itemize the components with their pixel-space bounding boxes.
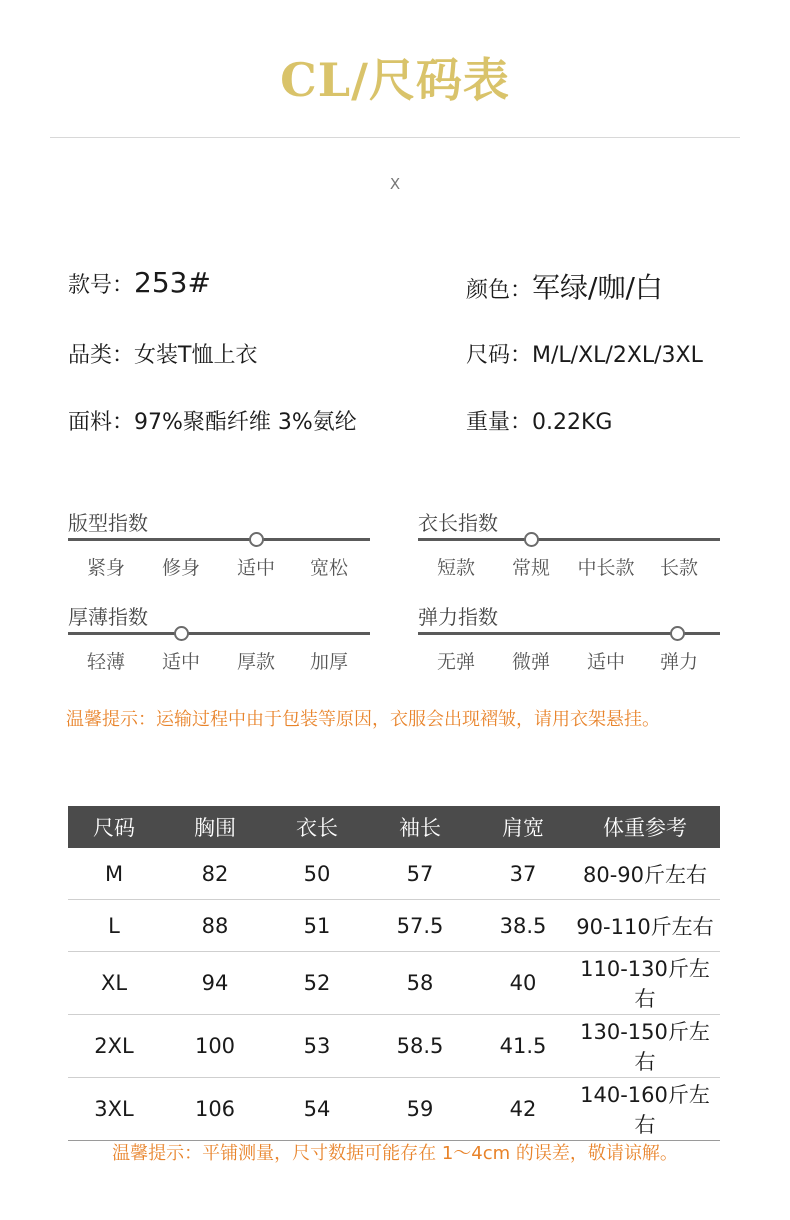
fit-index-track (68, 538, 370, 541)
fit-index-title: 版型指数 (68, 511, 148, 535)
table-cell: 57 (364, 848, 476, 900)
table-row (68, 848, 720, 900)
elasticity-option: 微弹 (511, 651, 551, 673)
table-cell: 106 (160, 1078, 270, 1141)
table-cell: 37 (476, 848, 570, 900)
table-cell: 90-110斤左右 (570, 900, 720, 952)
size-label: 尺码： (466, 343, 533, 368)
table-cell: L (68, 900, 160, 952)
length-index-track (418, 538, 720, 541)
table-cell: 140-160斤左右 (570, 1078, 720, 1141)
table-cell: 42 (476, 1078, 570, 1141)
table-cell: M (68, 848, 160, 900)
x-mark: X (389, 175, 401, 193)
category-label: 品类： (68, 343, 135, 368)
table-cell: 50 (270, 848, 364, 900)
table-cell: 41.5 (476, 1015, 570, 1078)
elasticity-index-track (418, 632, 720, 635)
thickness-index-knob (174, 626, 189, 641)
weight-label: 重量： (466, 410, 533, 435)
thickness-option: 加厚 (309, 651, 349, 673)
size-value: M/L/XL/2XL/3XL (532, 343, 703, 368)
category-info (68, 338, 257, 369)
fit-option: 宽松 (309, 557, 349, 579)
weight-value: 0.22KG (532, 410, 613, 435)
table-cell: 100 (160, 1015, 270, 1078)
table-cell: 2XL (68, 1015, 160, 1078)
length-index-knob (524, 532, 539, 547)
style-number-value: 253# (134, 266, 211, 299)
elasticity-option: 无弹 (436, 651, 476, 673)
category-value: 女装T恤上衣 (134, 343, 258, 368)
table-row (68, 1015, 720, 1078)
color-info (466, 266, 663, 306)
thickness-option: 轻薄 (86, 651, 126, 673)
fit-option: 修身 (161, 557, 201, 579)
table-cell: 38.5 (476, 900, 570, 952)
length-option: 长款 (659, 557, 699, 579)
table-header-cell: 尺码 (68, 806, 160, 848)
style-number (68, 266, 211, 299)
elasticity-index-title: 弹力指数 (418, 605, 498, 629)
table-cell: 80-90斤左右 (570, 848, 720, 900)
table-header-cell: 胸围 (160, 806, 270, 848)
table-cell: 54 (270, 1078, 364, 1141)
table-cell: 94 (160, 952, 270, 1015)
elasticity-option: 适中 (586, 651, 626, 673)
size-info (466, 338, 703, 369)
fit-option: 适中 (236, 557, 276, 579)
table-header-cell: 体重参考 (570, 806, 720, 848)
thickness-index-track (68, 632, 370, 635)
table-cell: 110-130斤左右 (570, 952, 720, 1015)
table-cell: 3XL (68, 1078, 160, 1141)
style-number-label: 款号： (68, 273, 135, 298)
shipping-tip: 温馨提示：运输过程中由于包装等原因，衣服会出现褶皱，请用衣架悬挂。 (66, 709, 660, 730)
table-cell: 57.5 (364, 900, 476, 952)
table-header-cell: 衣长 (270, 806, 364, 848)
table-cell: 52 (270, 952, 364, 1015)
table-row (68, 1078, 720, 1141)
table-cell: 51 (270, 900, 364, 952)
title-divider (50, 137, 740, 138)
table-cell: XL (68, 952, 160, 1015)
elasticity-index-knob (670, 626, 685, 641)
page-title: CL/尺码表 (280, 53, 510, 107)
table-cell: 82 (160, 848, 270, 900)
thickness-option: 厚款 (236, 651, 276, 673)
table-cell: 58 (364, 952, 476, 1015)
size-table (68, 806, 720, 1141)
table-cell: 88 (160, 900, 270, 952)
length-index-title: 衣长指数 (418, 511, 498, 535)
fit-index-knob (249, 532, 264, 547)
table-cell: 58.5 (364, 1015, 476, 1078)
color-value: 军绿/咖/白 (532, 271, 663, 304)
table-header-cell: 袖长 (364, 806, 476, 848)
fabric-value: 97%聚酯纤维 3%氨纶 (134, 410, 357, 435)
fit-option: 紧身 (86, 557, 126, 579)
table-cell: 40 (476, 952, 570, 1015)
fabric-label: 面料： (68, 410, 135, 435)
measurement-tip: 温馨提示：平铺测量，尺寸数据可能存在 1～4cm 的误差，敬请谅解。 (112, 1143, 678, 1164)
thickness-index-title: 厚薄指数 (68, 605, 148, 629)
length-option: 常规 (511, 557, 551, 579)
fabric-info (68, 405, 357, 436)
elasticity-option: 弹力 (659, 651, 699, 673)
length-option: 短款 (436, 557, 476, 579)
thickness-option: 适中 (161, 651, 201, 673)
weight-info (466, 405, 612, 436)
table-header-cell: 肩宽 (476, 806, 570, 848)
table-header-row (68, 806, 720, 848)
table-cell: 59 (364, 1078, 476, 1141)
table-row (68, 900, 720, 952)
table-cell: 130-150斤左右 (570, 1015, 720, 1078)
color-label: 颜色： (466, 278, 533, 303)
table-cell: 53 (270, 1015, 364, 1078)
length-option: 中长款 (577, 557, 635, 579)
table-row (68, 952, 720, 1015)
